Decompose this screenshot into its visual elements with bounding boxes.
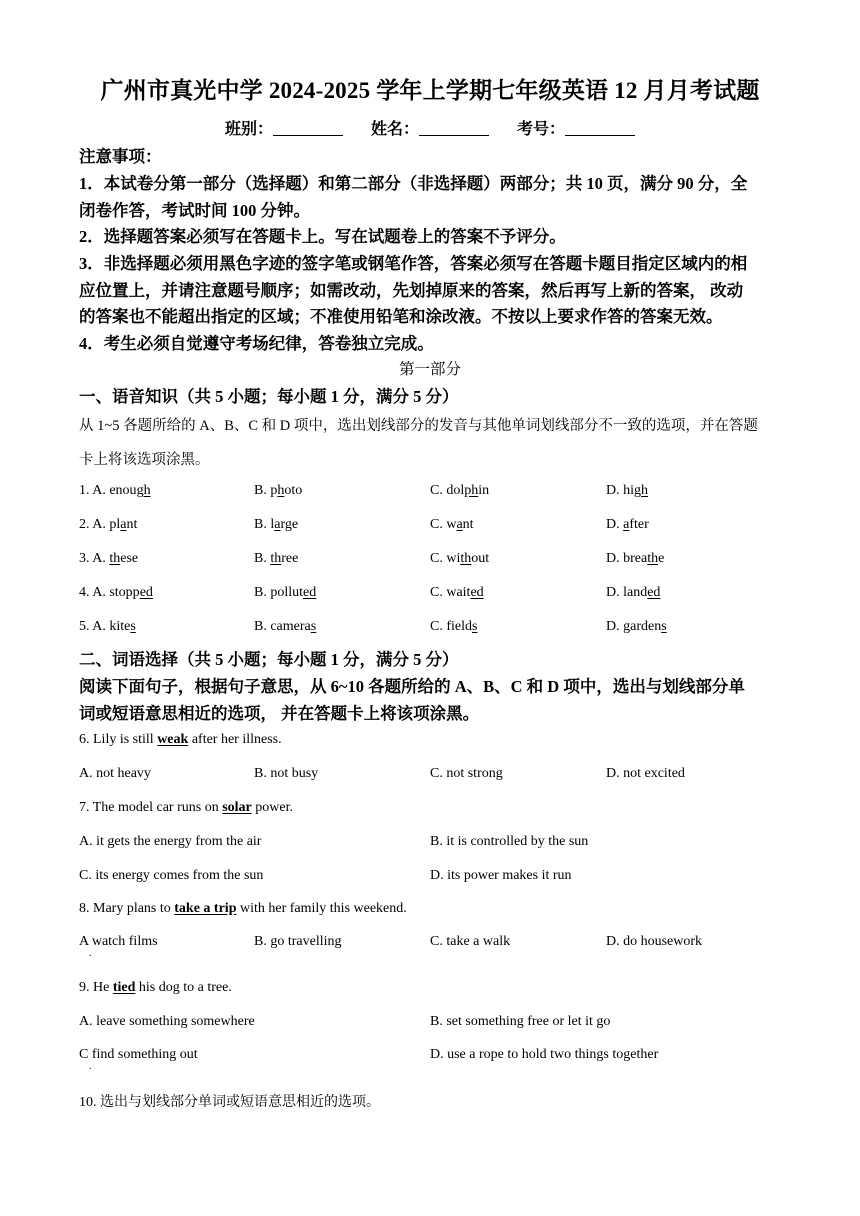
- class-label: 班别：: [224, 121, 273, 138]
- option: D. not excited: [606, 766, 685, 781]
- underlined-sound: ed: [470, 585, 484, 600]
- phonetic-option: B. cameras: [254, 619, 317, 634]
- phonetic-option: D. after: [606, 517, 649, 532]
- phonetic-option: B. three: [254, 551, 299, 566]
- option: C. its energy comes from the sun: [79, 868, 264, 883]
- option: D. use a rope to hold two things together: [430, 1047, 659, 1062]
- underlined-sound: ed: [647, 585, 661, 600]
- underlined-sound: ph: [464, 483, 479, 498]
- notice-line: 1．本试卷分第一部分（选择题）和第二部分（非选择题）两部分；共 10 页，满分 90 分，全: [79, 174, 748, 193]
- section2-heading: 二、词语选择（共 5 小题；每小题 1 分，满分 5 分）: [79, 650, 459, 669]
- underlined-sound: th: [460, 551, 472, 566]
- part-one-heading: 第一部分: [398, 361, 461, 378]
- underlined-sound: h: [277, 483, 285, 498]
- question-stem: 10. 选出与划线部分单词或短语意思相近的选项。: [79, 1095, 380, 1110]
- underlined-sound: a: [120, 517, 127, 532]
- question-stem: 7. The model car runs on solar power.: [79, 800, 293, 815]
- option: C. not strong: [430, 766, 503, 781]
- underlined-sound: gh: [634, 483, 648, 498]
- underlined-key: tied: [112, 980, 136, 995]
- notice-line: 应位置上，并请注意题号顺序；如需改动，先划掉原来的答案，然后再写上新的答案， 改动: [79, 281, 744, 300]
- underlined-sound: gh: [136, 483, 151, 498]
- phonetic-option: C. want: [430, 517, 474, 532]
- option: C find something out: [79, 1047, 198, 1062]
- underlined-sound: a: [623, 517, 630, 532]
- underlined-sound: th: [647, 551, 659, 566]
- option: C. take a walk: [430, 934, 511, 949]
- option: B. it is controlled by the sun: [430, 834, 589, 849]
- class-blank: [273, 121, 343, 136]
- phonetic-option: 1. A. enough: [79, 483, 151, 498]
- phonetic-option: B. polluted: [254, 585, 317, 600]
- underlined-sound: th: [270, 551, 282, 566]
- section1-instruction: 从 1~5 各题所给的 A、B、C 和 D 项中，选出划线部分的发音与其他单词划线部分不一致的选项，并在答题: [79, 418, 758, 434]
- option: A watch films: [79, 934, 158, 949]
- phonetic-option: D. gardens: [606, 619, 667, 634]
- underlined-sound: s: [661, 619, 667, 634]
- question-stem: 6. Lily is still weak after her illness.: [79, 732, 282, 747]
- underlined-key: solar: [222, 800, 252, 815]
- notice-line: 闭卷作答，考试时间 100 分钟。: [79, 201, 310, 220]
- option: B. go travelling: [254, 934, 342, 949]
- number-blank: [565, 121, 635, 136]
- underlined-key: take a trip: [174, 901, 237, 916]
- phonetic-option: C. fields: [430, 619, 478, 634]
- phonetic-option: 4. A. stopped: [79, 585, 153, 600]
- phonetic-option: 3. A. these: [79, 551, 139, 566]
- underlined-key: weak: [157, 732, 189, 747]
- section1-heading: 一、语音知识（共 5 小题；每小题 1 分，满分 5 分）: [79, 387, 459, 406]
- name-label: 姓名：: [370, 121, 419, 138]
- number-label: 考号：: [517, 121, 566, 138]
- underlined-sound: ed: [303, 585, 317, 600]
- underlined-sound: a: [456, 517, 463, 532]
- underlined-sound: th: [109, 551, 121, 566]
- underlined-sound: s: [310, 619, 317, 634]
- notice-line: 的答案也不能超出指定的区域；不准使用铅笔和涂改液。不按以上要求作答的答案无效。: [79, 307, 723, 326]
- phonetic-option: C. dolphin: [430, 483, 490, 498]
- name-blank: [419, 121, 489, 136]
- option: A. not heavy: [79, 766, 151, 781]
- phonetic-option: 5. A. kites: [79, 619, 136, 634]
- section1-instruction: 卡上将该选项涂黑。: [79, 452, 210, 468]
- notice-heading: 注意事项：: [79, 147, 162, 166]
- question-stem: 8. Mary plans to take a trip with her family this weekend.: [79, 901, 407, 916]
- notice-line: 2．选择题答案必须写在答题卡上。写在试题卷上的答案不予评分。: [79, 227, 566, 246]
- question-stem: 9. He tied his dog to a tree.: [79, 980, 232, 995]
- phonetic-option: D. landed: [606, 585, 661, 600]
- student-info-row: [0, 116, 860, 139]
- notice-line: 3．非选择题必须用黑色字迹的签字笔或钢笔作答，答案必须写在答题卡题目指定区域内的相: [79, 254, 748, 273]
- underlined-sound: ed: [139, 585, 153, 600]
- phonetic-option: D. high: [606, 483, 648, 498]
- section2-instruction: 阅读下面句子，根据句子意思，从 6~10 各题所给的 A、B、C 和 D 项中，选出与划线部分单: [79, 677, 745, 696]
- phonetic-option: 2. A. plant: [79, 517, 138, 532]
- option: D. its power makes it run: [430, 868, 572, 883]
- option: B. set something free or let it go: [430, 1014, 611, 1029]
- dot-mark: .: [89, 948, 92, 959]
- notice-line: 4．考生必须自觉遵守考场纪律，答卷独立完成。: [79, 334, 434, 353]
- phonetic-option: D. breathe: [606, 551, 665, 566]
- section2-instruction: 词或短语意思相近的选项， 并在答题卡上将该项涂黑。: [79, 704, 480, 723]
- phonetic-option: C. waited: [430, 585, 484, 600]
- underlined-sound: s: [472, 619, 478, 634]
- phonetic-option: B. large: [254, 517, 299, 532]
- option: B. not busy: [254, 766, 319, 781]
- option: A. leave something somewhere: [79, 1014, 255, 1029]
- phonetic-option: B. photo: [254, 483, 303, 498]
- exam-title: 广州市真光中学 2024-2025 学年上学期七年级英语 12 月月考试题: [100, 78, 760, 103]
- underlined-sound: a: [274, 517, 281, 532]
- option: D. do housework: [606, 934, 703, 949]
- phonetic-option: C. without: [430, 551, 490, 566]
- underlined-sound: s: [130, 619, 136, 634]
- option: A. it gets the energy from the air: [79, 834, 262, 849]
- dot-mark: .: [89, 1061, 92, 1072]
